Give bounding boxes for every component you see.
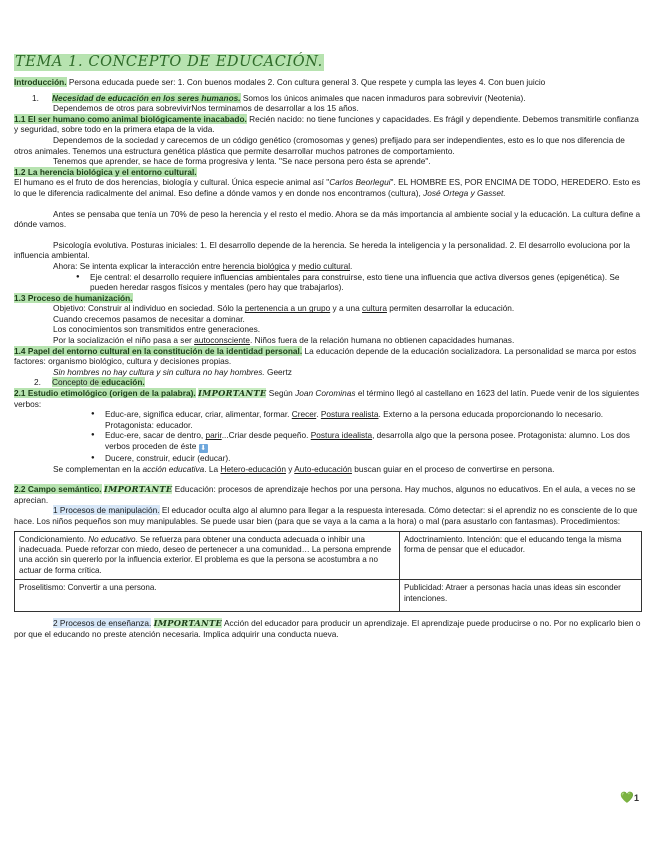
table-cell: [400, 580, 642, 612]
page-footer: [620, 793, 639, 804]
section-1-4-quote: [14, 367, 642, 378]
term-herencia-biologica: herencia biológica: [222, 260, 290, 271]
section-2-heading-line: [14, 377, 642, 388]
section-1-2-p4-mid: y: [289, 260, 299, 271]
bullet-educare-sep: .: [316, 409, 321, 420]
section-1-3-l1-mid: y a una: [330, 303, 363, 314]
section-1-text: Somos los únicos animales que nacen inmaduros para sobrevivir (Neotenia).: [240, 92, 526, 103]
bullet-eje-central: ● Eje central: el desarrollo requiere influencias ambientales para construirse, esto tiene una influencia que activa diversos genes (epigenética). Se pueden heredar rasgos físicos y mentales (pero hay que trabajarlos).: [14, 272, 642, 293]
bullet-educere: [14, 430, 642, 453]
section-1-3-l1-a: Objetivo: Construir al individuo en sociedad. Sólo la: [53, 303, 245, 314]
section-2-2-text: Educación: procesos de aprendizaje hechos por una persona. Hay muchos, algunos no educativos. En el aula, a veces no se aprecian.: [14, 484, 636, 505]
closing-c: y: [285, 463, 295, 474]
closing-italic: acción educativa: [142, 463, 205, 474]
document-page: [14, 54, 642, 639]
section-1-2-heading-line: [14, 167, 642, 178]
section-1-1-paragraph: [14, 114, 642, 135]
author-corominas: Joan Corominas: [295, 388, 356, 399]
section-1-2-heading: 1.2 La herencia biológica y el entorno cultural.: [14, 166, 197, 177]
bullet-educare: [14, 409, 642, 430]
section-1-2-p4-end: .: [350, 260, 353, 271]
manipulation-text: El educador oculta algo al alumno para llegar a la respuesta interesada. Cómo detectar: si el aprendiz no es consciente de lo que hace. Los niños pequeños son muy manipulables. Se puede usar bien (para que se vaya a la cama a la hora) o mal (para asustarlo con fantasmas). Procedimientos:: [14, 505, 638, 526]
section-2-1-text-b: el término llegó al castellano en 1623 del latín. Puede venir de los siguientes verbos:: [14, 388, 640, 409]
section-1-4-paragraph: [14, 346, 642, 367]
section-1-2-p4-a: Ahora: Se intenta explicar la interacción entre: [53, 260, 223, 271]
bullet-educere-end: , desarrolla algo que la persona posee. Protagonista: alumno. Los dos verbos proceden de éste: [105, 430, 630, 451]
term-postura-idealista: Postura idealista: [310, 430, 373, 441]
section-2-1-closing: [14, 464, 642, 475]
bullet-educere-a: Educ-ere, sacar de dentro,: [105, 430, 206, 441]
cell-text: Condicionamiento.: [19, 534, 89, 544]
section-2-2-paragraph: [14, 484, 642, 505]
section-1-1-p2: Dependemos de la sociedad y carecemos de un código genético (cromosomas y genes) prefijado para ser independientes, esto es lo que nos diferencia de otros animales. Tenemos una estructura genética plástica que permite desarrollar muchos patrones de comportamiento.: [14, 134, 625, 156]
section-2-1-text-a: Según: [266, 388, 296, 399]
quote-text: Sin hombres no hay cultura y sin cultura no hay hombres.: [53, 366, 265, 377]
section-2-number: 2.: [34, 377, 41, 388]
section-2-1-paragraph: [14, 388, 642, 409]
section-1-heading-line: [14, 93, 642, 104]
section-1-1-heading: 1.1 El ser humano como animal biológicamente inacabado.: [14, 113, 247, 124]
page-number: 1: [633, 793, 639, 804]
term-crecer: Crecer: [291, 409, 317, 420]
intro-text: Persona educada puede ser: 1. Con buenos modales 2. Con cultura general 3. Que respete y cumpla las leyes 4. Con buen juicio: [66, 77, 546, 87]
term-pertenencia: pertenencia a un grupo: [244, 303, 331, 314]
section-1-2-p1: [14, 177, 642, 198]
bullet-ducere: ● Ducere, construir, educir (educar).: [14, 453, 642, 464]
important-badge: IMPORTANTE: [103, 484, 173, 495]
section-1-line2: Dependemos de otros para sobrevivirNos terminamos de desarrollar a los 15 años.: [53, 103, 359, 114]
cell-text: . Se refuerza para obtener una conducta adecuada o inhibir una inadecuada. Puede reforzar con miedo, deseo de pertenecer a una comunidad… La persona emprende una acción sin quererlo por la influencia exterior. El problema es que la persona se acostumbra a no actuar de forma crítica.: [19, 534, 392, 575]
section-1-3-l1-end: permiten desarrollar la educación.: [386, 303, 515, 314]
closing-b: . La: [204, 463, 221, 474]
author-beorlegui: Carlos Beorlegui: [329, 177, 391, 188]
heart-icon: 💚: [620, 792, 634, 805]
cell-text: Publicidad: Atraer a personas hacia unas ideas sin esconder intenciones.: [404, 583, 621, 603]
section-1-1-p3: Tenemos que aprender, se hace de forma progresiva y lenta. "Se nace persona pero ésta se aprende".: [53, 156, 431, 167]
section-1-3-l1: [14, 303, 642, 314]
table-row: [15, 580, 642, 612]
closing-d: buscan guiar en el proceso de convertirse en persona.: [351, 463, 555, 474]
author-ortega: José Ortega y Gasset.: [423, 187, 506, 198]
section-1-2-p1-b: ". EL HOMBRE ES, POR ENCIMA DE TODO, HEREDERO. Esto es lo que le diferencia radicalmente del animal. Eso define a dónde vamos y en donde nos encontramos (cultura),: [14, 177, 641, 198]
quote-author: Geertz: [264, 366, 292, 377]
manipulation-paragraph: [14, 505, 642, 526]
section-2-1-heading: 2.1 Estudio etimológico (origen de la palabra).: [14, 388, 196, 399]
bullet-educere-mid: ...Criar desde pequeño.: [221, 430, 311, 441]
section-1-3-l4-a: Por la socialización el niño pasa a ser: [53, 335, 195, 346]
term-autoconsciente: autoconsciente: [194, 335, 250, 346]
cell-text: Proselitismo: Convertir a una persona.: [19, 583, 157, 593]
section-1-4-heading: 1.4 Papel del entorno cultural en la constitución de la identidad personal.: [14, 345, 303, 356]
section-2-2-heading: 2.2 Campo semántico.: [14, 484, 102, 495]
table-cell: [15, 531, 400, 580]
intro-paragraph: [14, 77, 642, 88]
section-1-heading: Necesidad de educación en los seres humanos.: [52, 92, 241, 103]
section-1-2-bullets: [14, 272, 642, 293]
important-badge: IMPORTANTE: [197, 388, 267, 399]
cell-text: Adoctrinamiento. Intención: que el educando tenga la misma forma de pensar que el educador.: [404, 534, 622, 554]
section-1-number: 1.: [32, 92, 39, 103]
section-2-pre: Concepto de: [52, 377, 102, 388]
section-1-3-l2: Cuando crecemos pasamos de necesitar a dominar.: [53, 313, 245, 324]
section-1-1-text: Recién nacido: no tiene funciones y capacidades. Es frágil y dependiente. Debemos transmitirle confianza y seguridad, sobre todo en la primera etapa de la vida.: [14, 113, 639, 135]
section-1-3-l4: [14, 335, 642, 346]
intro-label: Introducción.: [14, 77, 67, 87]
section-2-heading: educación.: [101, 377, 145, 388]
term-parir: parir: [205, 430, 222, 441]
table-cell: [15, 580, 400, 612]
section-1-3-heading-line: [14, 293, 642, 304]
teaching-paragraph: [14, 618, 642, 639]
term-postura-realista: Postura realista: [320, 409, 379, 420]
section-2-1-bullets: [14, 409, 642, 463]
section-1-2-p2: Antes se pensaba que tenía un 70% de peso la herencia y el resto el medio. Ahora se da más importancia al ambiente social y la educación. La cultura define a dónde vamos.: [14, 208, 641, 230]
term-auto-educacion: Auto-educación: [294, 463, 352, 474]
term-hetero-educacion: Hetero-educación: [220, 463, 286, 474]
section-1-2-p4: [14, 261, 642, 272]
table-row: [15, 531, 642, 580]
procedures-table: [14, 531, 642, 613]
bullet-educare-a: Educ-are, significa educar, criar, alimentar, formar.: [105, 409, 292, 420]
bullet-educare-end: . Externo a la persona educada proporcionando lo necesario. Protagonista: educador.: [105, 409, 604, 430]
section-1-4-text: La educación depende de la educación socializadora. La personalidad se marca por estos factores: organismo biológico, cultura y decisiones propias.: [14, 345, 637, 367]
term-cultura: cultura: [362, 303, 387, 314]
section-1-2-p3: Psicología evolutiva. Posturas iniciales: 1. El desarrollo depende de la herencia. Se hereda la inteligencia y la personalidad. 2. El desarrollo evoluciona por la influencia ambiental.: [14, 239, 630, 261]
closing-a: Se complementan en la: [53, 463, 143, 474]
important-badge: IMPORTANTE: [153, 618, 223, 629]
document-title: TEMA 1. CONCEPTO DE EDUCACIÓN.: [15, 54, 323, 70]
section-1-3-heading: 1.3 Proceso de humanización.: [14, 292, 133, 303]
section-1-2-p1-a: El humano es el fruto de dos herencias, biología y cultural. Única especie animal así ": [14, 177, 330, 188]
teaching-text: Acción del educador para producir un aprendizaje. El aprendizaje puede producirse o no. Por no explicarlo bien o por que el educando no preste atención necesaria. Implica adquirir una conducta nueva.: [14, 618, 641, 639]
teaching-label: 2 Procesos de enseñanza.: [53, 618, 152, 629]
section-1-3-l4-end: . Niños fuera de la relación humana no obtienen capacidades humanas.: [249, 335, 515, 346]
table-cell: [400, 531, 642, 580]
term-medio-cultural: medio cultural: [298, 260, 351, 271]
cell-italic: No educativo: [88, 534, 136, 544]
manipulation-label: 1 Procesos de manipulación.: [53, 505, 160, 516]
down-arrow-icon: ⬇: [200, 445, 207, 452]
section-1-3-l3: Los conocimientos son transmitidos entre generaciones.: [53, 324, 261, 335]
